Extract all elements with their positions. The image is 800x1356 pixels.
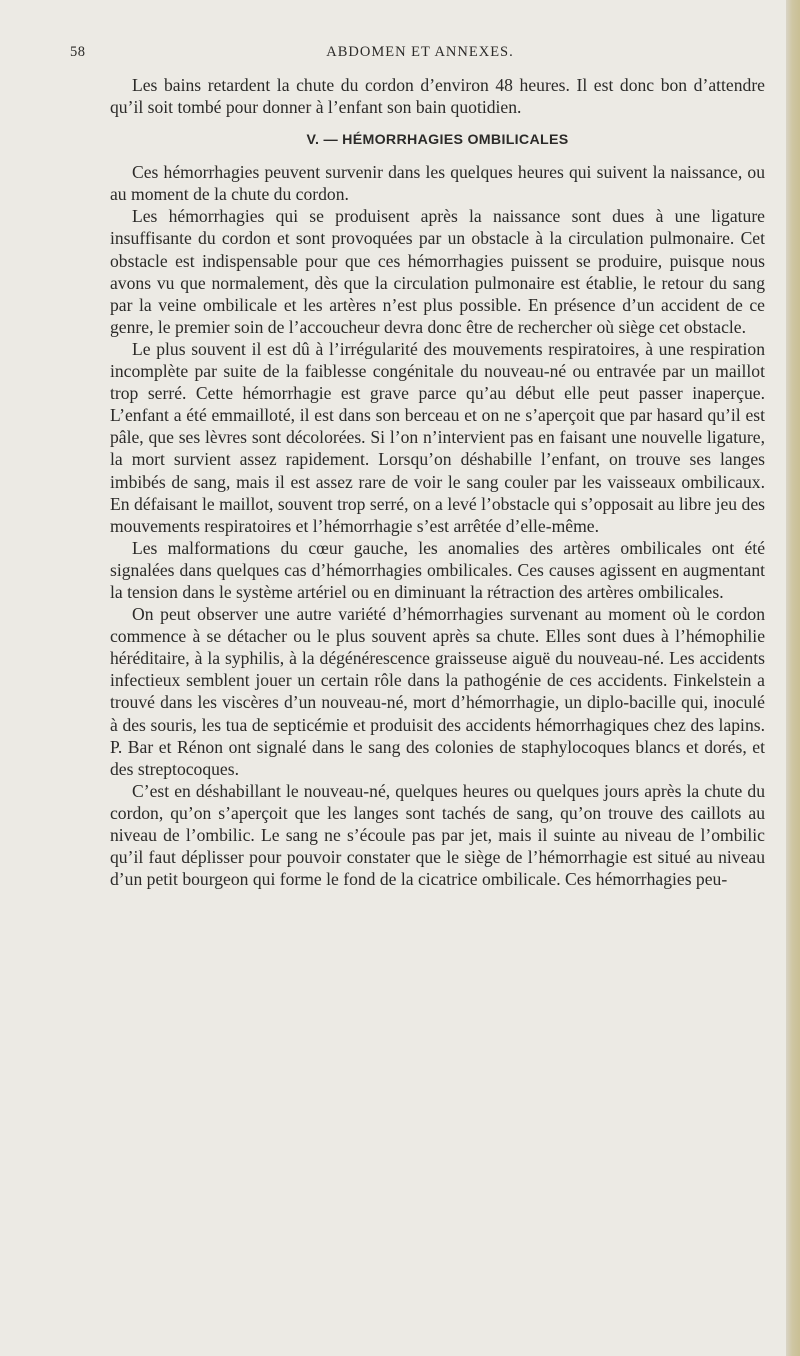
paragraph-3: Le plus souvent il est dû à l’irrégularité des mouvements respiratoires, à une respiration incomplète par suite de la faiblesse congénitale du nouveau-né ou entravée par un maillot trop serré. Cette hémorrhagie est grave parce qu’au début elle peut passer inaperçue. L’enfant a été emmailloté, il est dans son berceau et on ne s’aperçoit que par hasard qu’il est pâle, que ses lèvres sont décolorées. Si l’on n’intervient pas en faisant une nouvelle ligature, la mort survient assez rapidement. Lorsqu’on déshabille l’enfant, on trouve ses langes imbibés de sang, mais il est assez rare de voir le sang couler par les vaisseaux ombilicaux. En défaisant le maillot, souvent trop serré, on a levé l’obstacle qui s’opposait au libre jeu des mouvements respiratoires et l’hémorrhagie s’est arrêtée d’elle-même. (110, 338, 765, 536)
paragraph-2: Les hémorrhagies qui se produisent après la naissance sont dues à une ligature insuffisante du cordon et sont provoquées par un obstacle à la circulation pulmonaire. Cet obstacle est indispensable pour que ces hémorrhagies puissent se produire, puisque nous avons vu que normalement, dès que la circulation pulmonaire est établie, le retour du sang par la veine ombilicale et les artères n’est plus possible. En présence d’un accident de ce genre, le premier soin de l’accoucheur devra donc être de rechercher où siège cet obstacle. (110, 206, 765, 337)
paragraph-4: Les malformations du cœur gauche, les anomalies des artères ombilicales ont été signalées dans quelques cas d’hémorrhagies ombilicales. Ces causes agissent en augmentant la tension dans le système artériel ou en diminuant la rétraction des artères ombilicales. (110, 537, 765, 602)
page-edge (786, 0, 800, 1356)
paragraph-6: C’est en déshabillant le nouveau-né, quelques heures ou quelques jours après la chute du cordon, qu’on s’aperçoit que les langes sont tachés de sang, qu’on trouve des caillots au niveau de l’ombilic. Le sang ne s’écoule pas par jet, mais il suinte au niveau de l’ombilic qu’il faut déplisser pour pouvoir constater que le siège de l’hémorrhagie est situé au niveau d’un petit bourgeon qui forme le fond de la cicatrice ombilicale. Ces hémorrhagies peu- (110, 780, 765, 890)
body-text (110, 74, 765, 890)
running-title: ABDOMEN ET ANNEXES. (326, 44, 514, 60)
paragraph-5: On peut observer une autre variété d’hémorrhagies survenant au moment où le cordon commence à se détacher ou le plus souvent après sa chute. Elles sont dues à l’hémophilie héréditaire, à la syphilis, à la dégénérescence graisseuse aiguë du nouveau-né. Les accidents infectieux semblent jouer un certain rôle dans la pathogénie de ces accidents. Finkelstein a trouvé dans les viscères d’un nouveau-né, mort d’hémorrhagie, un diplo-bacille qui, inoculé à des souris, les tua de septicémie et produisit des accidents hémorrhagiques chez des lapins. P. Bar et Rénon ont signalé dans le sang des colonies de staphylocoques blancs et dorés, et des streptocoques. (110, 604, 765, 779)
running-header (70, 44, 770, 66)
paragraph-1: Ces hémorrhagies peuvent survenir dans les quelques heures qui suivent la naissance, ou au moment de la chute du cordon. (110, 162, 765, 205)
page-number: 58 (70, 44, 86, 60)
intro-paragraph: Les bains retardent la chute du cordon d’environ 48 heures. Il est donc bon d’attendre qu’il soit tombé pour donner à l’enfant son bain quotidien. (110, 75, 765, 118)
section-heading: V. — HÉMORRHAGIES OMBILICALES (306, 132, 569, 149)
